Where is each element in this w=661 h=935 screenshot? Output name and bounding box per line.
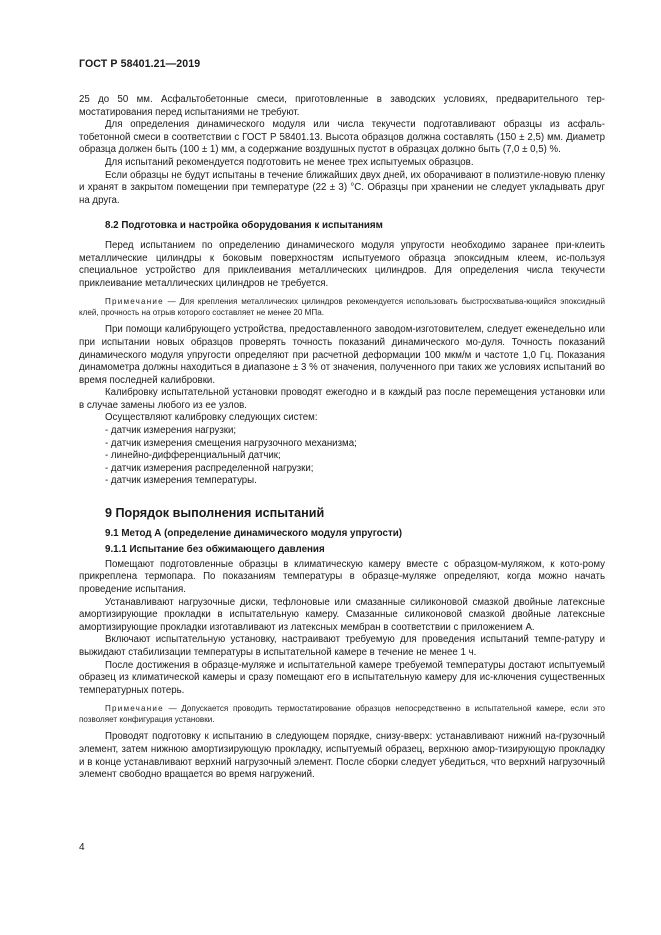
paragraph: После достижения в образце-муляже и испытательной камере требуемой температуры достают испытуемый образец из климатической камеры и сразу помещают его в испытательную камеру для ис-ключения существенных температурных потерь.	[79, 659, 605, 696]
section-heading-9: 9 Порядок выполнения испытаний	[105, 506, 325, 521]
list-item: - датчик измерения распределенной нагрузки;	[105, 462, 314, 474]
note-label: Примечание	[105, 704, 164, 714]
paragraph: 25 до 50 мм. Асфальтобетонные смеси, приготовленные в заводских условиях, предварительного тер-мостатирования перед испытаниями не требуют.	[79, 94, 605, 118]
list-item: - датчик измерения смещения нагрузочного механизма;	[105, 437, 357, 449]
paragraph: Калибровку испытательной установки проводят ежегодно и в каждый раз после перемещения установки или в случае замены любого из ее узлов.	[79, 387, 605, 411]
paragraph: Устанавливают нагрузочные диски, тефлоновые или смазанные силиконовой смазкой двойные латексные амортизирующие прокладки в испытательную камеру. Смазанные силиконовой смазкой двойные латексные амортизирующие прокладки изготавливают из латексных мембран в соответствии с приложением А.	[79, 596, 605, 633]
section-heading-8-2: 8.2 Подготовка и настройка оборудования к испытаниям	[105, 220, 383, 232]
paragraph: Помещают подготовленные образцы в климатическую камеру вместе с образцом-муляжом, к кото-рому прикреплена термопара. По показаниям температуры в образце-муляже определяют, когда можно начать проведение испытания.	[79, 558, 605, 595]
page-number: 4	[79, 842, 85, 853]
document-body	[79, 94, 605, 782]
paragraph: Если образцы не будут испытаны в течение ближайших двух дней, их оборачивают в полиэтиле-новую пленку и хранят в закрытом помещении при температуре (22 ± 3) °С. Образцы при хранении не следует укладывать друг на друга.	[79, 169, 605, 206]
subsection-heading-9-1: 9.1 Метод А (определение динамического модуля упругости)	[105, 527, 403, 539]
note-label: Примечание	[105, 297, 164, 307]
list-item: - датчик измерения температуры.	[105, 475, 257, 487]
note-text: — Для крепления металлических цилиндров рекомендуется использовать быстросхватыва-ющийся эпоксидный клей, прочность на отрыв которого составляет не менее 20 МПа.	[79, 297, 605, 318]
paragraph: Включают испытательную установку, настраивают требуемую для проведения испытаний темпе-ратуру и выжидают стабилизации температуры в испытательной камере в течение не менее 1 ч.	[79, 634, 605, 658]
paragraph: Для испытаний рекомендуется подготовить не менее трех испытуемых образцов.	[105, 156, 474, 168]
paragraph: При помощи калибрующего устройства, предоставленного заводом-изготовителем, следует еженедельно или при испытании новых образцов проверять точность показаний динамического мо-дуля. Точность показаний динамического модуля упругости определяют при расчетной деформации 100 мкм/м и частоте 1,0 Гц. Показания динамометра должны находиться в диапазоне ± 3 % от значения, полученного при таких же условиях испытаний во время последней калибровки.	[79, 324, 605, 386]
list-item: - датчик измерения нагрузки;	[105, 425, 237, 437]
note-text: — Допускается проводить термостатирование образцов непосредственно в испытательной камере, если это позволяет конфигурация установки.	[79, 704, 605, 725]
note	[79, 703, 605, 725]
note	[79, 296, 605, 318]
document-header: ГОСТ Р 58401.21—2019	[79, 58, 201, 70]
paragraph: Перед испытанием по определению динамического модуля упругости необходимо заранее при-клеить металлические цилиндры к боковым поверхностям испытуемого образца эпоксидным клеем, ис-пользуя специальное устройство для приклеивания металлических цилиндров. Для определения числа текучести приклеивание металлических цилиндров не требуется.	[79, 239, 605, 289]
paragraph: Для определения динамического модуля или числа текучести подготавливают образцы из асфаль-тобетонной смеси в соответствии с ГОСТ Р 58401.13. Высота образцов должна составлять (150 ± 2,5) мм. Диаметр образца должен быть (100 ± 1) мм, а содержание воздушных пустот в образцах должно быть (7,0 ± 0,5) %.	[79, 119, 605, 156]
paragraph: Проводят подготовку к испытанию в следующем порядке, снизу-вверх: устанавливают нижний на-грузочный элемент, затем нижнюю амортизирующую прокладку, испытуемый образец, верхнюю амор-тизирующую прокладку и в конце устанавливают верхний нагрузочный элемент. После сборки следует убедиться, что верхний нагрузочный элемент свободно вращается во время нагружений.	[79, 731, 605, 781]
list-item: - линейно-дифференциальный датчик;	[105, 450, 281, 462]
subsection-heading-9-1-1: 9.1.1 Испытание без обжимающего давления	[105, 544, 325, 556]
paragraph: Осуществляют калибровку следующих систем:	[105, 412, 318, 424]
